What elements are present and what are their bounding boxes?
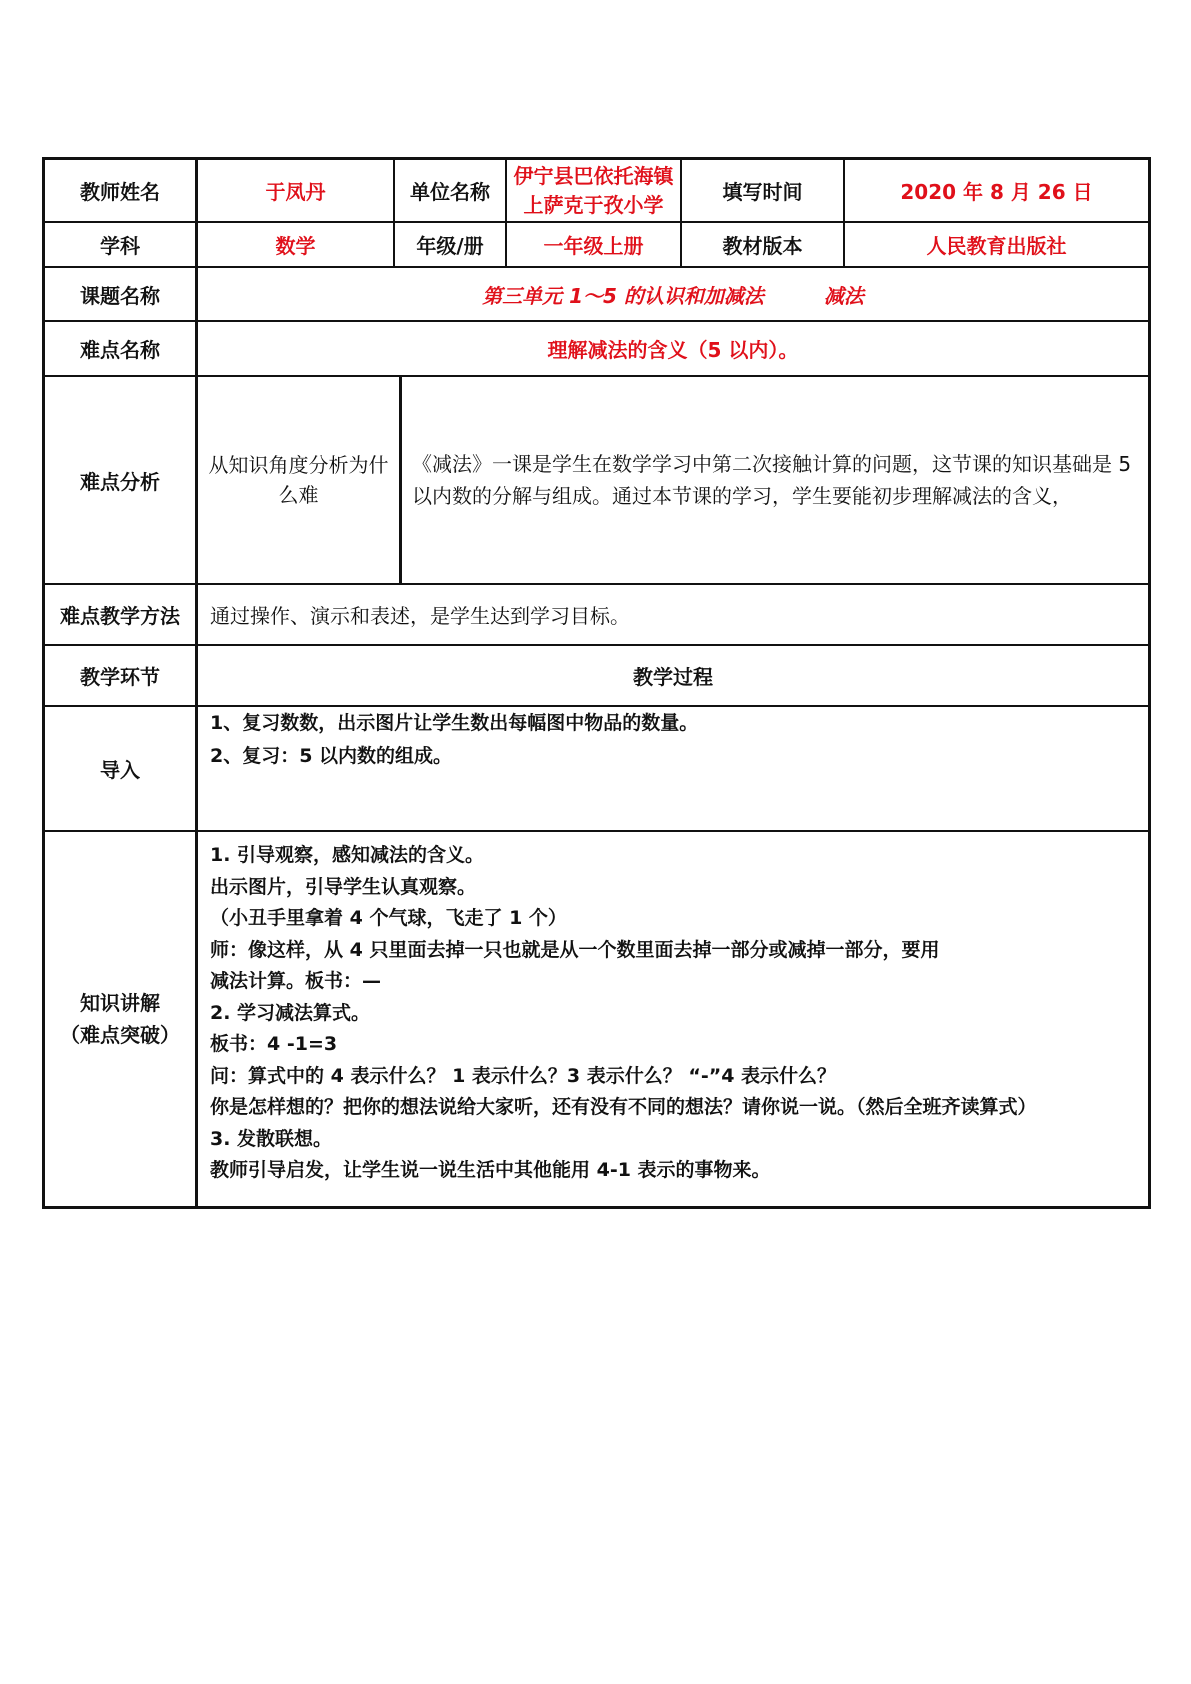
- unit-label: 单位名称: [393, 160, 505, 221]
- knowledge-label-line2: （难点突破）: [60, 1023, 180, 1047]
- subject-value: 数学: [195, 223, 393, 266]
- knowledge-line: 你是怎样想的？把你的想法说给大家听，还有没有不同的想法？请你说一说。（然后全班齐读算式）: [210, 1096, 1037, 1118]
- knowledge-line: 板书：4 -1=3: [210, 1033, 338, 1055]
- edition-label: 教材版本: [680, 223, 843, 266]
- knowledge-line: 1. 引导观察，感知减法的含义。: [210, 844, 485, 866]
- knowledge-line: 师：像这样，从 4 只里面去掉一只也就是从一个数里面去掉一部分或减掉一部分，要用: [210, 938, 940, 961]
- difficulty-row: [42, 322, 1151, 377]
- analysis-text: 《减法》一课是学生在数学学习中第二次接触计算的问题，这节课的知识基础是 5 以内数的分解与组成。通过本节课的学习，学生要能初步理解减法的含义，: [399, 377, 1148, 583]
- knowledge-line: 3. 发散联想。: [210, 1127, 333, 1150]
- date-label: 填写时间: [680, 160, 843, 221]
- analysis-sub-label: 从知识角度分析为什么难: [195, 377, 399, 583]
- topic-value-part1: 第三单元 1～5 的认识和加减法: [482, 283, 764, 308]
- unit-value-line1: 伊宁县巴依托海镇: [513, 163, 674, 188]
- knowledge-content: [195, 832, 1148, 1206]
- topic-label: 课题名称: [80, 283, 160, 308]
- grade-value: 一年级上册: [505, 223, 680, 266]
- method-label: 难点教学方法: [60, 604, 180, 628]
- knowledge-label-line1: 知识讲解: [80, 991, 160, 1015]
- knowledge-line: 问：算式中的 4 表示什么？ 1 表示什么？3 表示什么？ “-”4 表示什么？: [210, 1064, 837, 1087]
- knowledge-line: 教师引导启发，让学生说一说生活中其他能用 4-1 表示的事物来。: [210, 1159, 771, 1181]
- intro-line: 1、复习数数，出示图片让学生数出每幅图中物品的数量。: [210, 712, 699, 734]
- analysis-label: 难点分析: [80, 469, 160, 494]
- intro-label: 导入: [100, 758, 140, 782]
- process-stage-header: 教学环节: [80, 665, 160, 689]
- topic-value: [195, 268, 1148, 320]
- knowledge-row: [42, 832, 1151, 1209]
- difficulty-label: 难点名称: [80, 338, 160, 362]
- teacher-label: 教师姓名: [80, 180, 160, 204]
- intro-row: [42, 707, 1151, 832]
- method-value: 通过操作、演示和表述，是学生达到学习目标。: [195, 585, 1148, 644]
- teacher-value: 于凤丹: [195, 160, 393, 221]
- intro-content: [195, 707, 1148, 830]
- difficulty-value: 理解减法的含义（5 以内）。: [195, 322, 1148, 375]
- grade-label: 年级/册: [393, 223, 505, 266]
- knowledge-line: 减法计算。板书：—: [210, 970, 382, 992]
- info-row-2: [42, 223, 1151, 268]
- intro-line: 2、复习：5 以内数的组成。: [210, 745, 453, 767]
- knowledge-label: [45, 832, 195, 1206]
- topic-row: [42, 268, 1151, 322]
- edition-value: 人民教育出版社: [843, 223, 1148, 266]
- knowledge-line: 出示图片，引导学生认真观察。: [210, 875, 477, 898]
- method-row: [42, 585, 1151, 646]
- knowledge-line: 2. 学习减法算式。: [210, 1001, 371, 1024]
- knowledge-line: （小丑手里拿着 4 个气球，飞走了 1 个）: [210, 907, 567, 929]
- lesson-plan-table: [42, 157, 1151, 1209]
- unit-value-line2: 上萨克于孜小学: [523, 192, 664, 217]
- process-content-header: 教学过程: [195, 646, 1148, 705]
- analysis-row: [42, 377, 1151, 585]
- process-header-row: [42, 646, 1151, 707]
- date-value: 2020 年 8 月 26 日: [843, 160, 1148, 221]
- subject-label: 学科: [100, 234, 140, 258]
- unit-value: [505, 160, 680, 221]
- topic-value-part2: 减法: [823, 283, 864, 308]
- info-row-1: [42, 157, 1151, 223]
